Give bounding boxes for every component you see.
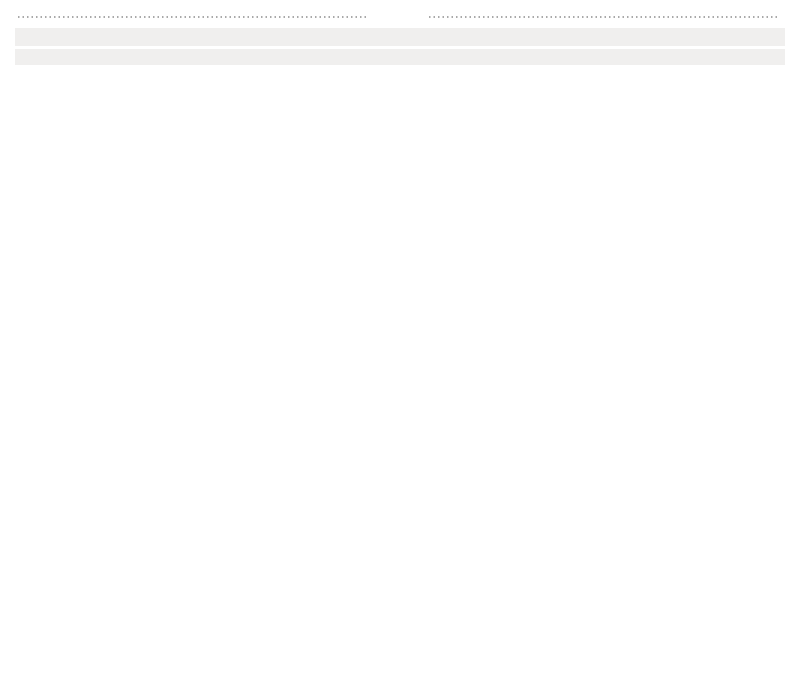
section-heading bbox=[15, 49, 785, 65]
table-row bbox=[15, 69, 785, 89]
table-row bbox=[15, 109, 785, 129]
divider-dots-right bbox=[429, 16, 780, 18]
section bbox=[15, 49, 785, 129]
size-chart bbox=[0, 28, 800, 129]
table-row bbox=[15, 89, 785, 109]
size-chart-sections bbox=[15, 49, 785, 129]
imperial-header bbox=[0, 0, 800, 28]
divider-dots-left bbox=[18, 16, 369, 18]
sizes-header-row bbox=[15, 28, 785, 46]
